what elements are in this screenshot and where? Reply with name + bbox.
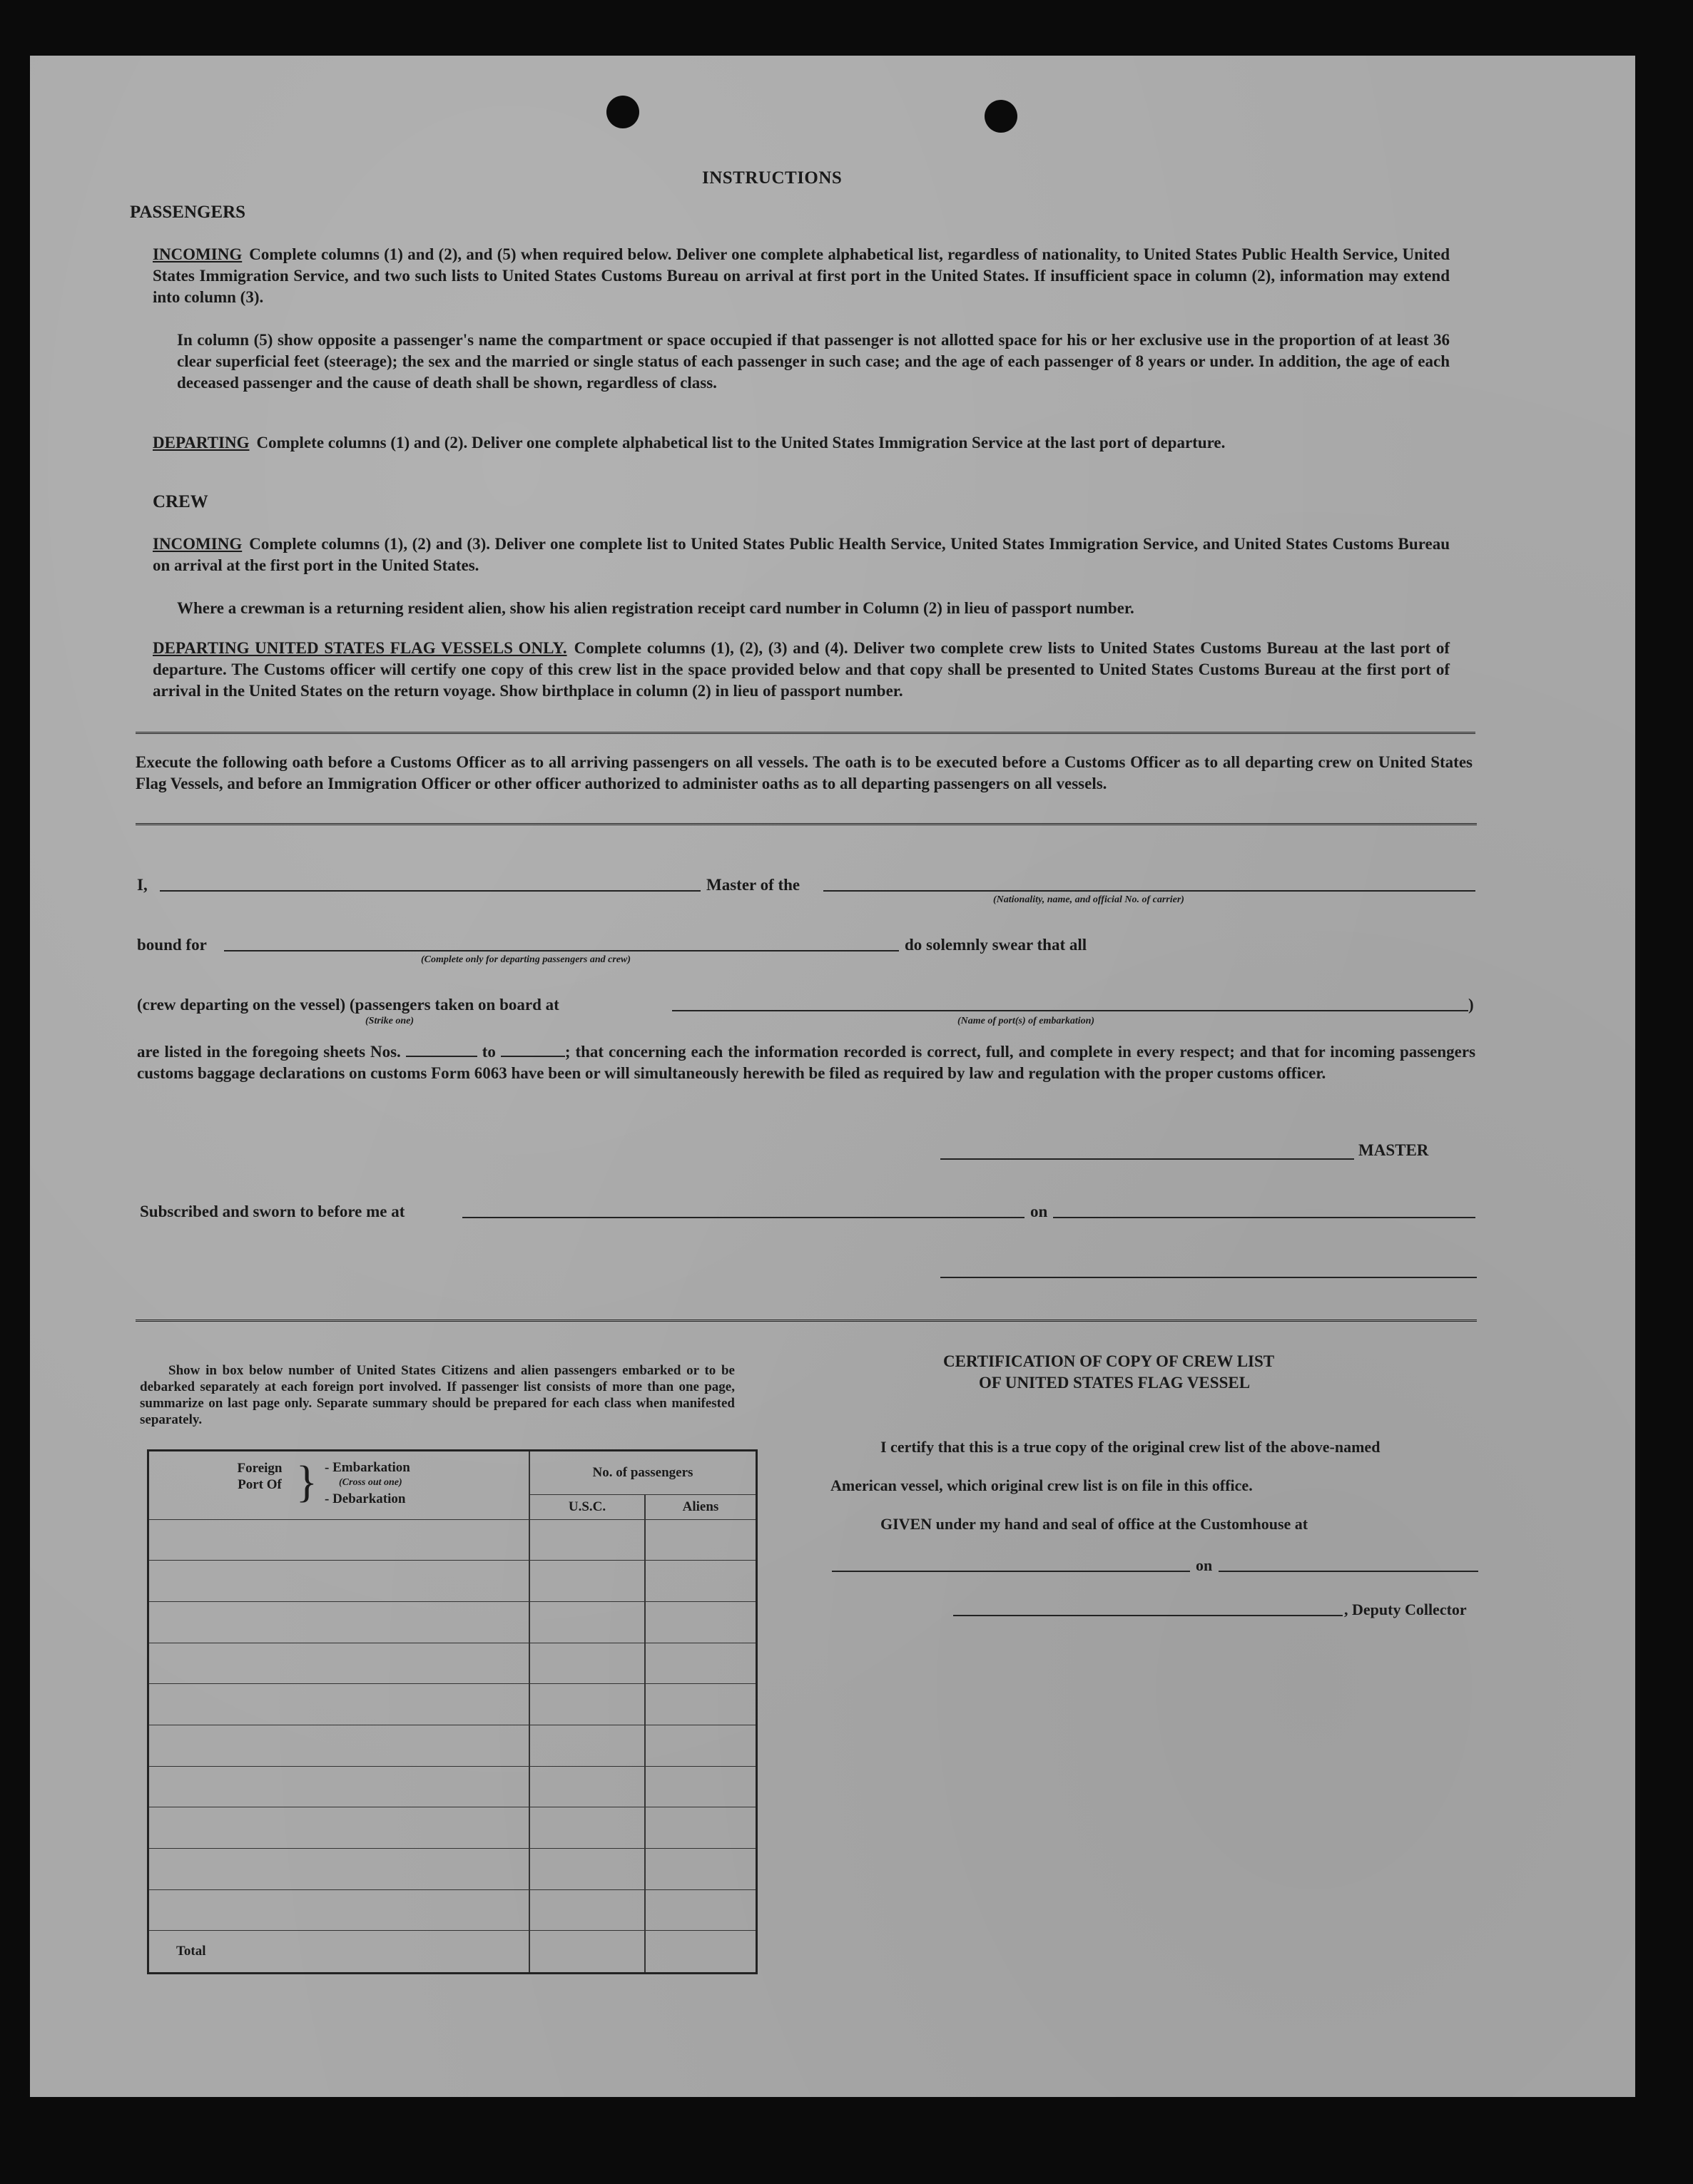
subscribed-on-label: on bbox=[1030, 1203, 1048, 1220]
instructions-title: INSTRUCTIONS bbox=[702, 168, 843, 188]
close-paren: ) bbox=[1468, 996, 1474, 1014]
usc-cell[interactable] bbox=[529, 1643, 645, 1684]
crew-departing-text: Complete columns (1), (2), (3) and (4). Deliver two complete crew lists to United States Customs Bureau at the last port of departure. The Customs officer will certify one copy of this crew list in the space provided below and that copy shall be presented to United States Customs Bureau at the first port of arrival in the United States on the return voyage. Show birthplace in column (2) in lieu of passport number. bbox=[153, 639, 1450, 700]
debarkation-label: - Debarkation bbox=[325, 1491, 406, 1506]
usc-cell[interactable] bbox=[529, 1561, 645, 1602]
crew-incoming-lead: INCOMING bbox=[153, 535, 243, 553]
subscribed-place-line[interactable] bbox=[462, 1217, 1025, 1218]
total-usc-cell[interactable] bbox=[529, 1931, 645, 1974]
crew-departing-lead: DEPARTING UNITED STATES FLAG VESSELS ONLY. bbox=[153, 639, 567, 657]
total-label: Total bbox=[148, 1931, 530, 1974]
brace-glyph: } bbox=[296, 1458, 317, 1506]
port-cell[interactable] bbox=[148, 1807, 530, 1849]
foreign-port-header bbox=[148, 1451, 530, 1520]
cert-title-line2: OF UNITED STATES FLAG VESSEL bbox=[979, 1374, 1251, 1392]
incoming-lead: INCOMING bbox=[153, 245, 243, 263]
subscribed-date-line[interactable] bbox=[1053, 1217, 1475, 1218]
carrier-caption: (Nationality, name, and official No. of carrier) bbox=[993, 894, 1184, 905]
swear-label: do solemnly swear that all bbox=[905, 936, 1087, 954]
usc-cell[interactable] bbox=[529, 1889, 645, 1931]
divider bbox=[136, 1320, 1477, 1322]
crew-departing bbox=[153, 638, 1450, 702]
port-cell[interactable] bbox=[148, 1602, 530, 1643]
aliens-cell[interactable] bbox=[645, 1643, 757, 1684]
listed-statement bbox=[137, 1041, 1475, 1084]
customhouse-line[interactable] bbox=[832, 1571, 1190, 1572]
cert-title-line1: CERTIFICATION OF COPY OF CREW LIST bbox=[943, 1352, 1275, 1370]
carrier-line[interactable] bbox=[823, 890, 1475, 892]
aliens-cell[interactable] bbox=[645, 1602, 757, 1643]
punch-hole bbox=[985, 100, 1017, 133]
cert-on: on bbox=[1196, 1556, 1213, 1574]
listed-text-a: are listed in the foregoing sheets Nos. bbox=[137, 1043, 401, 1061]
incoming-text: Complete columns (1) and (2), and (5) when required below. Deliver one complete alphabetical list, regardless of nationality, to United States Public Health Service, United States Immigration Service, and two such lists to United States Customs Bureau on arrival at first port in the United States. If insufficient space in column (2), information may extend into column (3). bbox=[153, 245, 1450, 306]
aliens-cell[interactable] bbox=[645, 1848, 757, 1889]
usc-header: U.S.C. bbox=[529, 1494, 645, 1519]
officer-signature-line[interactable] bbox=[940, 1277, 1477, 1278]
aliens-header: Aliens bbox=[645, 1494, 757, 1519]
passengers-departing bbox=[153, 432, 1450, 454]
port-cell[interactable] bbox=[148, 1519, 530, 1561]
port-caption: (Name of port(s) of embarkation) bbox=[957, 1016, 1095, 1026]
foreign-port-label: Foreign Port Of bbox=[237, 1461, 283, 1492]
oath-i-label: I, bbox=[137, 876, 148, 894]
master-name-line[interactable] bbox=[160, 890, 701, 892]
master-label: MASTER bbox=[1358, 1141, 1429, 1159]
bound-for-line[interactable] bbox=[224, 950, 899, 951]
aliens-cell[interactable] bbox=[645, 1725, 757, 1766]
aliens-cell[interactable] bbox=[645, 1807, 757, 1849]
aliens-cell[interactable] bbox=[645, 1889, 757, 1931]
passenger-summary-table bbox=[147, 1449, 758, 1974]
aliens-cell[interactable] bbox=[645, 1684, 757, 1725]
cert-text-b: American vessel, which original crew list is on file in this office. bbox=[830, 1476, 1253, 1494]
embarkation-label: - Embarkation bbox=[325, 1460, 410, 1475]
bound-for-label: bound for bbox=[137, 936, 207, 954]
usc-cell[interactable] bbox=[529, 1848, 645, 1889]
usc-cell[interactable] bbox=[529, 1684, 645, 1725]
crew-heading: CREW bbox=[153, 492, 208, 511]
departing-text: Complete columns (1) and (2). Deliver one complete alphabetical list to the United States Immigration Service at the last port of departure. bbox=[256, 434, 1226, 451]
subscribed-label: Subscribed and sworn to before me at bbox=[140, 1203, 405, 1220]
total-aliens-cell[interactable] bbox=[645, 1931, 757, 1974]
departing-lead: DEPARTING bbox=[153, 434, 250, 451]
sheet-from-field[interactable] bbox=[406, 1043, 477, 1057]
master-signature-line[interactable] bbox=[940, 1158, 1354, 1160]
document-sheet bbox=[30, 56, 1635, 2097]
listed-text-b: ; that concerning each the information recorded is correct, full, and complete in every respect; and that for incoming passengers customs baggage declarations on customs Form 6063 have been or will simultaneously herewith be filed as required by law and regulation with the proper customs officer. bbox=[137, 1043, 1476, 1082]
departing-caption: (Complete only for departing passengers and crew) bbox=[421, 954, 631, 965]
passengers-heading: PASSENGERS bbox=[130, 203, 246, 222]
usc-cell[interactable] bbox=[529, 1519, 645, 1561]
strike-one-caption: (Strike one) bbox=[365, 1016, 415, 1026]
deputy-collector-label: , Deputy Collector bbox=[1344, 1601, 1467, 1618]
divider bbox=[136, 823, 1477, 825]
oath-intro: Execute the following oath before a Customs Officer as to all arriving passengers on all vessels. The oath is to be executed before a Customs Officer as to all departing crew on United States Flag Vessels, and before an Immigration Officer or other officer authorized to administer oaths as to all departing passengers on all vessels. bbox=[136, 753, 1473, 792]
summary-instructions: Show in box below number of United States Citizens and alien passengers embarked or to be debarked separately at each foreign port involved. If passenger list consists of more than one page, summarize on last page only. Separate summary should be prepared for each class when manifested separately. bbox=[140, 1363, 735, 1427]
aliens-cell[interactable] bbox=[645, 1766, 757, 1807]
crew-incoming-text: Complete columns (1), (2) and (3). Deliver one complete list to United States Public Health Service, United States Immigration Service, and United States Customs Bureau on arrival at the first port in the United States. bbox=[153, 535, 1450, 574]
cert-date-line[interactable] bbox=[1219, 1571, 1478, 1572]
port-cell[interactable] bbox=[148, 1684, 530, 1725]
usc-cell[interactable] bbox=[529, 1725, 645, 1766]
no-of-passengers-header: No. of passengers bbox=[529, 1451, 757, 1495]
to-label: to bbox=[482, 1043, 496, 1061]
port-cell[interactable] bbox=[148, 1766, 530, 1807]
port-cell[interactable] bbox=[148, 1643, 530, 1684]
divider bbox=[136, 732, 1475, 734]
port-cell[interactable] bbox=[148, 1561, 530, 1602]
usc-cell[interactable] bbox=[529, 1602, 645, 1643]
passengers-incoming bbox=[153, 244, 1450, 308]
embarkation-port-line[interactable] bbox=[672, 1010, 1468, 1011]
crew-incoming bbox=[153, 534, 1450, 576]
sheet-to-field[interactable] bbox=[501, 1043, 565, 1057]
aliens-cell[interactable] bbox=[645, 1561, 757, 1602]
usc-cell[interactable] bbox=[529, 1807, 645, 1849]
port-cell[interactable] bbox=[148, 1725, 530, 1766]
usc-cell[interactable] bbox=[529, 1766, 645, 1807]
cert-given: GIVEN under my hand and seal of office at the Customhouse at bbox=[880, 1515, 1308, 1533]
cross-out-label: (Cross out one) bbox=[339, 1477, 402, 1488]
crew-alien-note: Where a crewman is a returning resident alien, show his alien registration receipt card number in Column (2) in lieu of passport number. bbox=[177, 599, 1134, 617]
deputy-signature-line[interactable] bbox=[953, 1615, 1343, 1616]
column5-instructions: In column (5) show opposite a passenger's name the compartment or space occupied if that passenger is not allotted space for his or her exclusive use in the proportion of at least 36 clear superficial feet (steerage); the sex and the married or single status of each passenger in such case; and the age of each passenger of 8 years or under. In addition, the age of each deceased passenger and the cause of death shall be shown, regardless of class. bbox=[177, 331, 1450, 392]
punch-hole bbox=[606, 96, 639, 128]
master-of-label: Master of the bbox=[706, 876, 800, 894]
port-cell[interactable] bbox=[148, 1848, 530, 1889]
cert-text-a: I certify that this is a true copy of the original crew list of the above-named bbox=[880, 1438, 1381, 1456]
aliens-cell[interactable] bbox=[645, 1519, 757, 1561]
crew-departing-label: (crew departing on the vessel) (passengers taken on board at bbox=[137, 996, 559, 1014]
port-cell[interactable] bbox=[148, 1889, 530, 1931]
